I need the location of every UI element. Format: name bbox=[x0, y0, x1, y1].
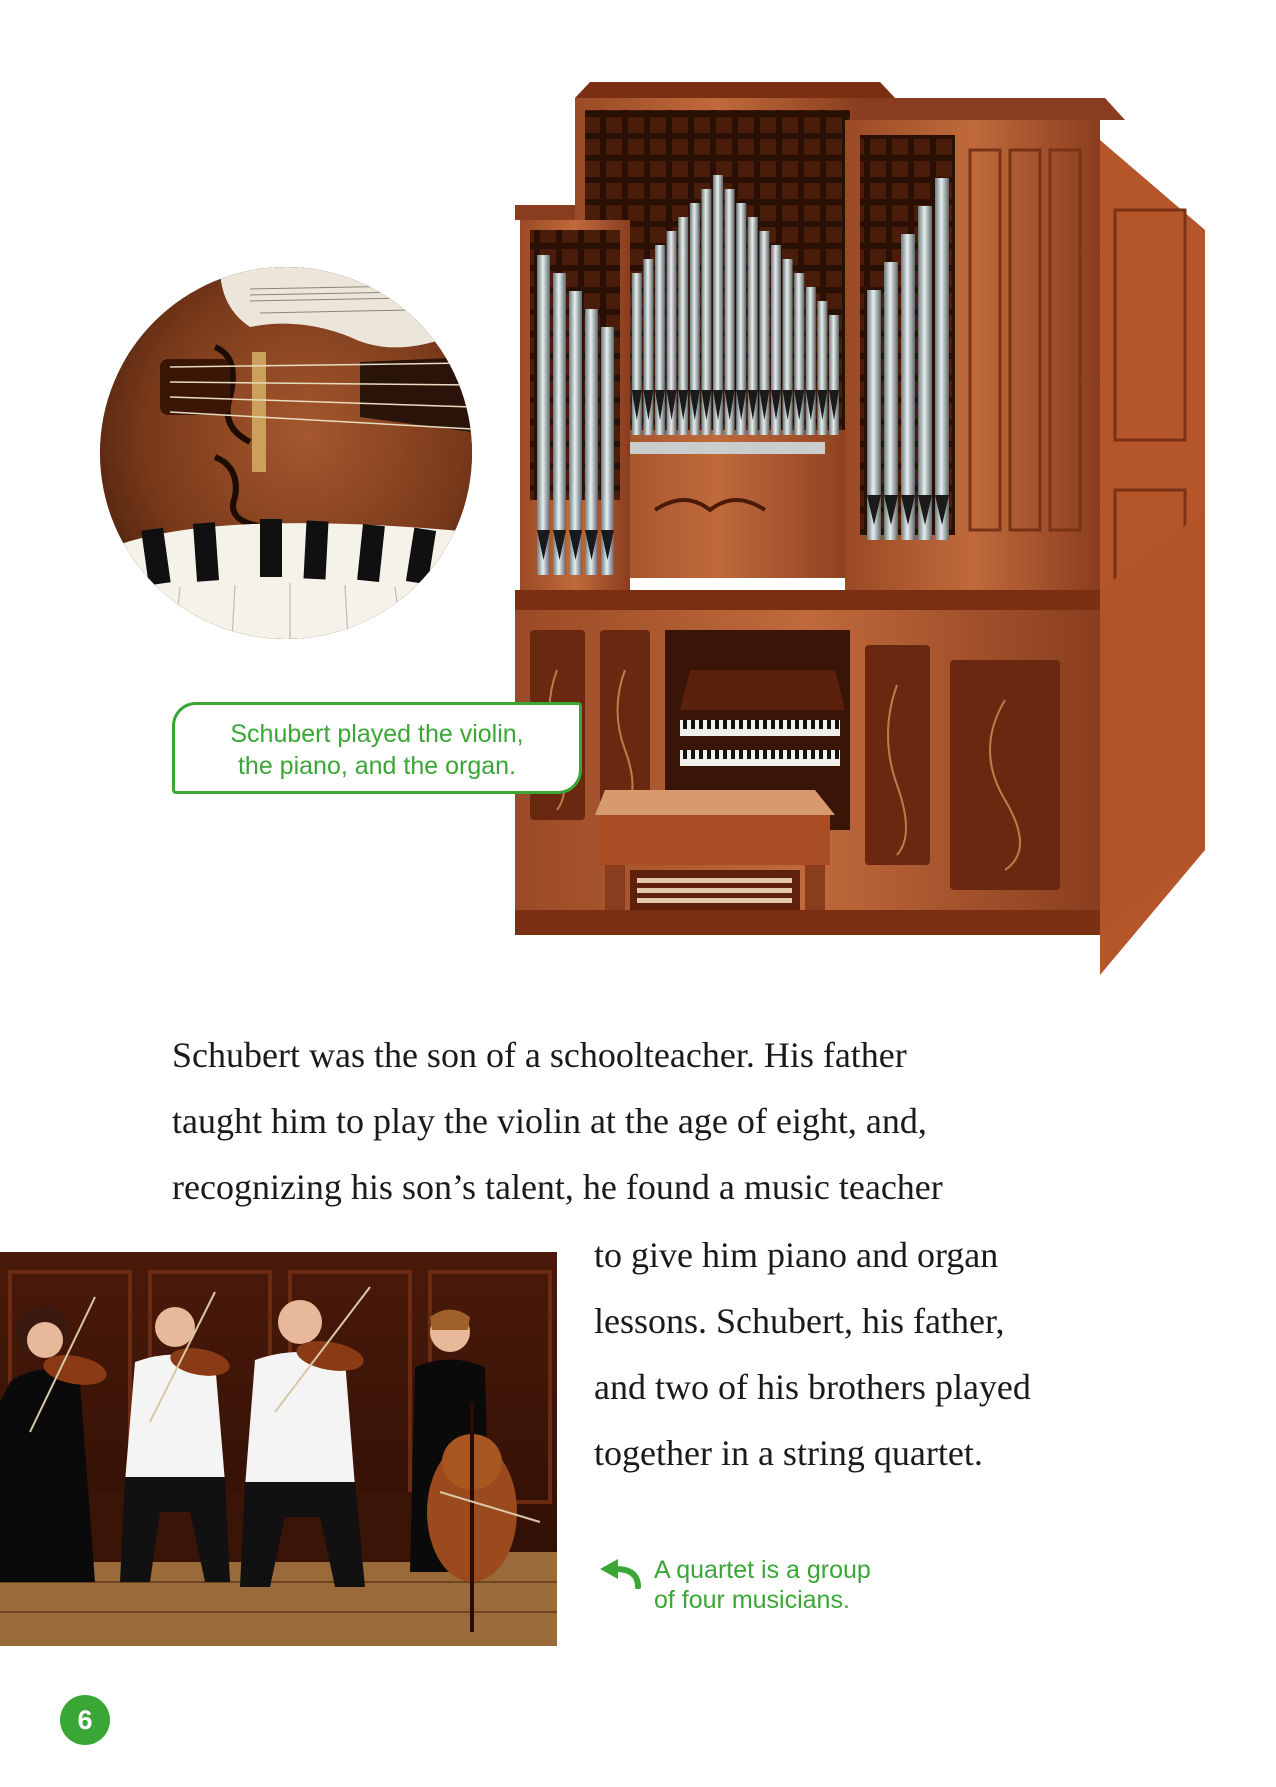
body-line: Schubert was the son of a schoolteacher. His father bbox=[172, 1035, 907, 1075]
body-line: recognizing his son’s talent, he found a music teacher bbox=[172, 1167, 943, 1207]
organ-caption-line-1: Schubert played the violin, bbox=[230, 720, 524, 748]
body-line: taught him to play the violin at the age of eight, and, bbox=[172, 1101, 927, 1141]
body-line: lessons. Schubert, his father, bbox=[594, 1301, 1005, 1341]
body-line: to give him piano and organ bbox=[594, 1235, 999, 1275]
organ-caption-line-2: the piano, and the organ. bbox=[237, 752, 516, 780]
pipe-organ-illustration bbox=[515, 70, 1230, 990]
curved-arrow-left-icon bbox=[598, 1559, 642, 1594]
quartet-note-line-1: A quartet is a group bbox=[654, 1556, 871, 1584]
page-number-badge: 6 bbox=[60, 1695, 110, 1745]
organ-caption-callout bbox=[172, 702, 582, 794]
body-paragraph-side bbox=[594, 1222, 1031, 1486]
string-quartet-photo bbox=[0, 1252, 557, 1646]
body-paragraph-top bbox=[172, 1022, 943, 1220]
violin-piano-photo bbox=[100, 267, 472, 639]
quartet-note-line-2: of four musicians. bbox=[654, 1586, 850, 1614]
body-line: and two of his brothers played bbox=[594, 1367, 1031, 1407]
body-line: together in a string quartet. bbox=[594, 1433, 983, 1473]
